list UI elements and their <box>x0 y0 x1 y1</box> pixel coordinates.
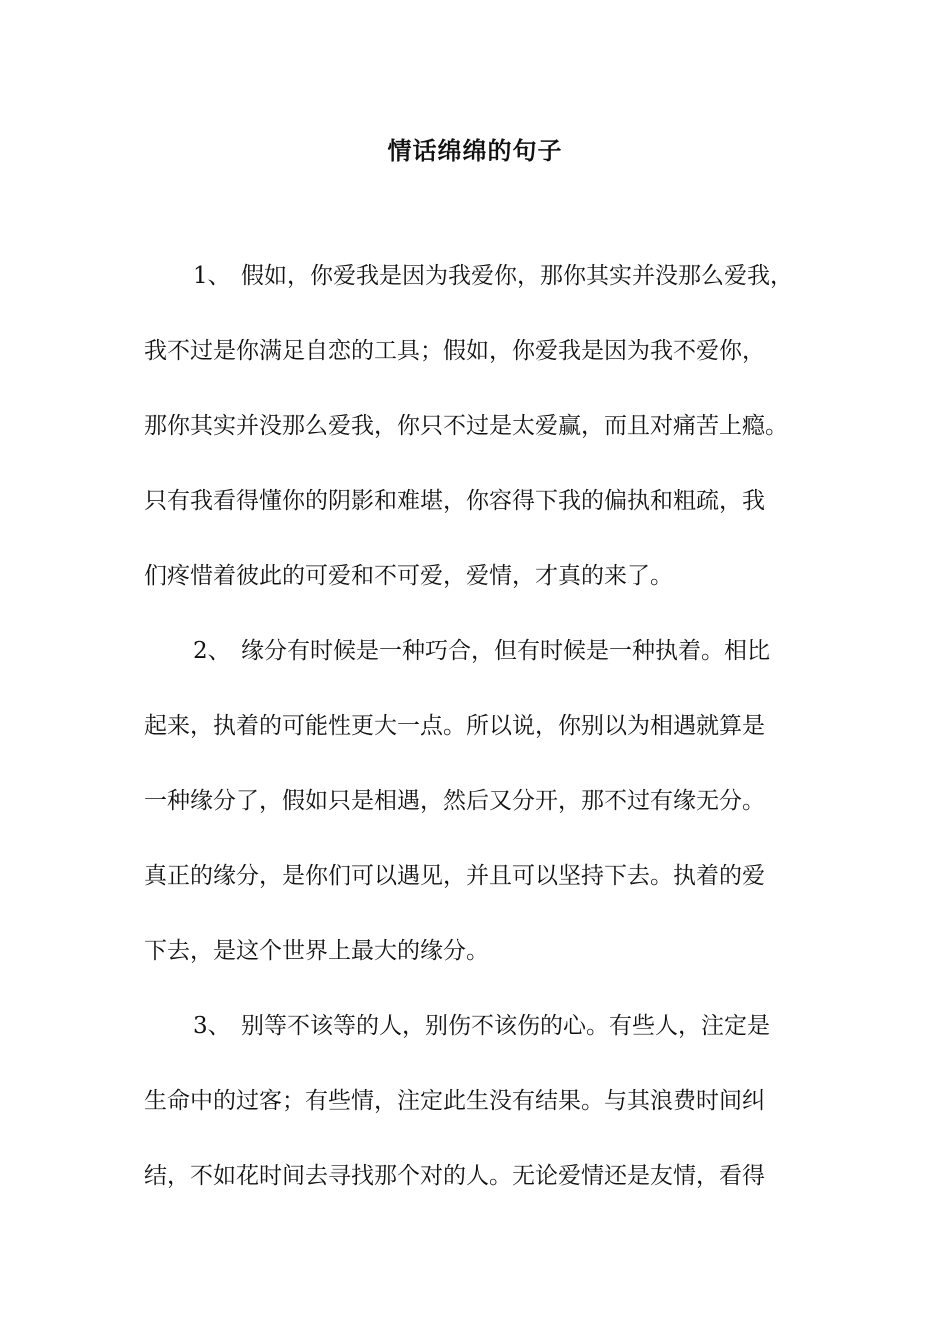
paragraph-1-line-5: 们疼惜着彼此的可爱和不可爱，爱情，才真的来了。 <box>144 563 673 589</box>
paragraph-2-line-3: 一种缘分了，假如只是相遇，然后又分开，那不过有缘无分。 <box>144 788 765 814</box>
paragraph-3-line-2: 生命中的过客；有些情，注定此生没有结果。与其浪费时间纠 <box>144 1088 765 1114</box>
paragraph-1-line-3: 那你其实并没那么爱我，你只不过是太爱赢，而且对痛苦上瘾。 <box>144 413 788 439</box>
paragraph-3-line-1 <box>193 1006 770 1046</box>
paragraph-1-line-4: 只有我看得懂你的阴影和难堪，你容得下我的偏执和粗疏，我 <box>144 488 765 514</box>
paragraph-1-line-2: 我不过是你满足自恋的工具；假如，你爱我是因为我不爱你， <box>144 338 765 364</box>
paragraph-2-line-2: 起来，执着的可能性更大一点。所以说，你别以为相遇就算是 <box>144 713 765 739</box>
paragraph-2-line-1 <box>193 631 770 671</box>
paragraph-2-line-4: 真正的缘分，是你们可以遇见，并且可以坚持下去。执着的爱 <box>144 863 765 889</box>
document-title: 情话绵绵的句子 <box>387 137 563 165</box>
paragraph-text: 假如，你爱我是因为我爱你，那你其实并没那么爱我， <box>241 263 793 289</box>
paragraph-number: 2、 <box>193 638 231 664</box>
paragraph-text: 别等不该等的人，别伤不该伤的心。有些人，注定是 <box>241 1013 770 1039</box>
paragraph-3-line-3: 结，不如花时间去寻找那个对的人。无论爱情还是友情，看得 <box>144 1163 765 1189</box>
paragraph-number: 3、 <box>193 1013 231 1039</box>
paragraph-2-line-5: 下去，是这个世界上最大的缘分。 <box>144 938 489 964</box>
paragraph-text: 缘分有时候是一种巧合，但有时候是一种执着。相比 <box>241 638 770 664</box>
paragraph-number: 1、 <box>193 263 231 289</box>
paragraph-1-line-1 <box>193 256 793 296</box>
